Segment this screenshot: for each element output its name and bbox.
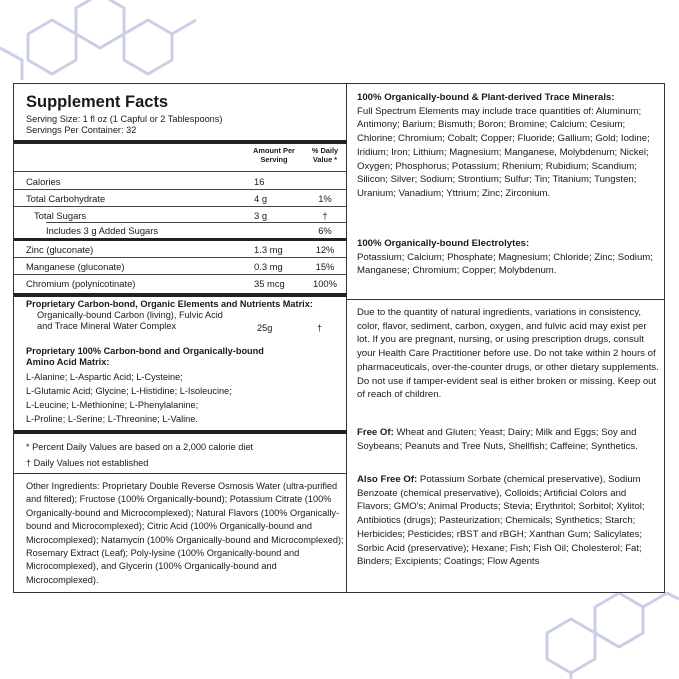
other-ingredients: Other Ingredients: Proprietary Double Reverse Osmosis Water (ultra-purified and filtered); Fructose (100% Organically-bound); Potassium Citrate (100% Organically-bound and Microcomplexed); Natural Flavors (100% Organically-bound and Microcomplexed); Citric Acid (100% Organically-bound and Microcomplexed); Natamycin (100% Organically-bound and Microcomplexed); Rosemary Extract (Leaf); Poly-lysine (100% Organically-bound and Microcomplexed), and Glycerin (100% Organically-bound and Microcomplexed). bbox=[26, 481, 344, 585]
nutrient-amount: 4 g bbox=[254, 193, 268, 204]
serving-size: Serving Size: 1 fl oz (1 Capful or 2 Tablespoons) bbox=[26, 114, 223, 124]
nutrient-dv: 15% bbox=[315, 261, 335, 272]
nutrient-name: Chromium (polynicotinate) bbox=[26, 278, 136, 289]
electrolytes-title: 100% Organically-bound Electrolytes: bbox=[357, 238, 530, 249]
trace-minerals-title: 100% Organically-bound & Plant-derived Trace Minerals: bbox=[357, 92, 615, 103]
molecule-decoration-top bbox=[0, 0, 200, 90]
servings-per-container: Servings Per Container: 32 bbox=[26, 125, 137, 135]
warning-text: Due to the quantity of natural ingredients, variations in consistency, color, flavor, sediment, carbon, oxygen, and fulvic acid may exist per lot. If you are pregnant, nursing, or using prescription drugs, consult your Health Care Practitioner before use. Do not take within 2 hours of pharmaceuticals, over-the-counter drugs, or other dietary supplements. Do not use if tamper-evident seal is either broken or missing. Keep out of reach of children. bbox=[357, 307, 659, 401]
also-free-of-label: Also Free Of: bbox=[357, 474, 418, 485]
nutrient-row bbox=[14, 190, 347, 206]
footnote-daily-value: * Percent Daily Values are based on a 2,000 calorie diet bbox=[26, 442, 254, 452]
proprietary-matrix-2: Proprietary 100% Carbon-bond and Organically-bound Amino Acid Matrix: L-Alanine; L-Aspartic Acid; L-Cysteine; L-Glutamic Acid; Glycine; L-Histidine; L-Isoleucine; L-Leucine; L-Methionine; L-Phenylalanine; L-Proline; L-Serine; L-Threonine; L-Valine. bbox=[26, 346, 264, 424]
nutrient-amount: 3 g bbox=[254, 210, 268, 221]
supplement-facts-column bbox=[14, 84, 347, 592]
nutrient-row bbox=[14, 222, 347, 238]
trace-minerals-text: Full Spectrum Elements may include trace quantities of: Aluminum; Antimony; Barium; Bismuth; Boron; Bromine; Calcium; Cesium; Chlorine; Chromium; Cobalt; Copper; Fluoride; Gallium; Gold; Iodine; Iridium; Iron; Lithium; Magnesium; Manganese, Molybdenum; Nickel; Oxygen; Phosphorus; Potassium; Rhenium; Rubidium; Scandium; Silicon; Silver; Sodium; Strontium; Sulfur; Tin; Titanium; Tungsten; Uranium; Vanadium; Yttrium; Zinc; Zirconium. bbox=[357, 105, 650, 199]
nutrient-amount: 35 mcg bbox=[254, 278, 285, 289]
trace-minerals-section bbox=[357, 91, 659, 201]
proprietary-matrix-1-title: Proprietary Carbon-bond, Organic Elements and Nutrients Matrix: bbox=[26, 299, 313, 309]
proprietary-matrix-1-dv: † bbox=[317, 323, 323, 333]
minerals-column bbox=[347, 84, 664, 592]
free-of-section bbox=[357, 426, 659, 453]
supplement-facts-title: Supplement Facts bbox=[26, 93, 169, 111]
nutrient-name: Manganese (gluconate) bbox=[26, 261, 125, 272]
nutrient-row bbox=[14, 241, 347, 257]
nutrient-dv: † bbox=[322, 210, 328, 221]
nutrient-row bbox=[14, 258, 347, 274]
nutrient-row bbox=[14, 207, 347, 223]
divider bbox=[347, 299, 664, 300]
also-free-of-section bbox=[357, 473, 659, 569]
divider bbox=[14, 473, 347, 474]
thick-rule bbox=[14, 140, 347, 144]
nutrient-name: Total Carbohydrate bbox=[26, 193, 106, 204]
nutrient-row bbox=[14, 275, 347, 291]
amount-per-serving-header: Amount Per Serving bbox=[253, 146, 295, 164]
nutrient-dv: 1% bbox=[318, 193, 332, 204]
also-free-of-text: Potassium Sorbate (chemical preservative), Sodium Benzoate (chemical preservative), Colloids; Artificial Colors and Flavors; GMO's; Animal Products; Stevia; Erythritol; Sorbitol; Xylitol; Antibiotics (drugs); Pasteurization; Chemicals; Synthetics; Starch; Herbicides; Pesticides; rBST and rBGH; Xanthan Gum; Salicylates; Sorbic Acid (preservative); Hexane; Fish; Fish Oil; Cholesterol; Fat; Binders; Excipients; Coatings; Flow Agents bbox=[357, 474, 645, 568]
daily-value-header: % Daily Value * bbox=[311, 146, 339, 164]
free-of-text: Wheat and Gluten; Yeast; Dairy; Milk and Eggs; Soy and Soybeans; Peanuts and Tree Nuts, Shellfish; Caffeine; Synthetics. bbox=[357, 427, 638, 452]
nutrient-name: Total Sugars bbox=[34, 210, 87, 221]
nutrient-name: Calories bbox=[26, 176, 61, 187]
proprietary-matrix-1: Proprietary Carbon-bond, Organic Elements and Nutrients Matrix: Organically-bound Carbon (living), Fulvic Acid and Trace Mineral Water Complex bbox=[26, 299, 313, 332]
nutrient-dv: 6% bbox=[318, 225, 332, 236]
label-panel bbox=[13, 83, 665, 593]
nutrient-row bbox=[14, 173, 347, 189]
proprietary-matrix-1-amount: 25g bbox=[257, 323, 273, 333]
nutrient-name: Includes 3 g Added Sugars bbox=[46, 225, 159, 236]
nutrient-dv: 100% bbox=[313, 278, 337, 289]
nutrient-dv: 12% bbox=[315, 244, 335, 255]
nutrient-amount: 0.3 mg bbox=[254, 261, 283, 272]
electrolytes-section bbox=[357, 237, 659, 278]
nutrient-name: Zinc (gluconate) bbox=[26, 244, 94, 255]
proprietary-matrix-2-title: Proprietary 100% Carbon-bond and Organically-bound Amino Acid Matrix: bbox=[26, 346, 264, 368]
nutrient-amount: 1.3 mg bbox=[254, 244, 283, 255]
divider bbox=[14, 171, 347, 172]
thick-rule bbox=[14, 293, 347, 297]
electrolytes-text: Potassium; Calcium; Phosphate; Magnesium; Chloride; Zinc; Sodium; Manganese; Chromium; Copper; Molybdenum. bbox=[357, 251, 653, 277]
footnote-dagger: † Daily Values not established bbox=[26, 458, 149, 468]
thick-rule bbox=[14, 430, 347, 434]
nutrient-amount: 16 bbox=[254, 176, 265, 187]
free-of-label: Free Of: bbox=[357, 427, 394, 438]
